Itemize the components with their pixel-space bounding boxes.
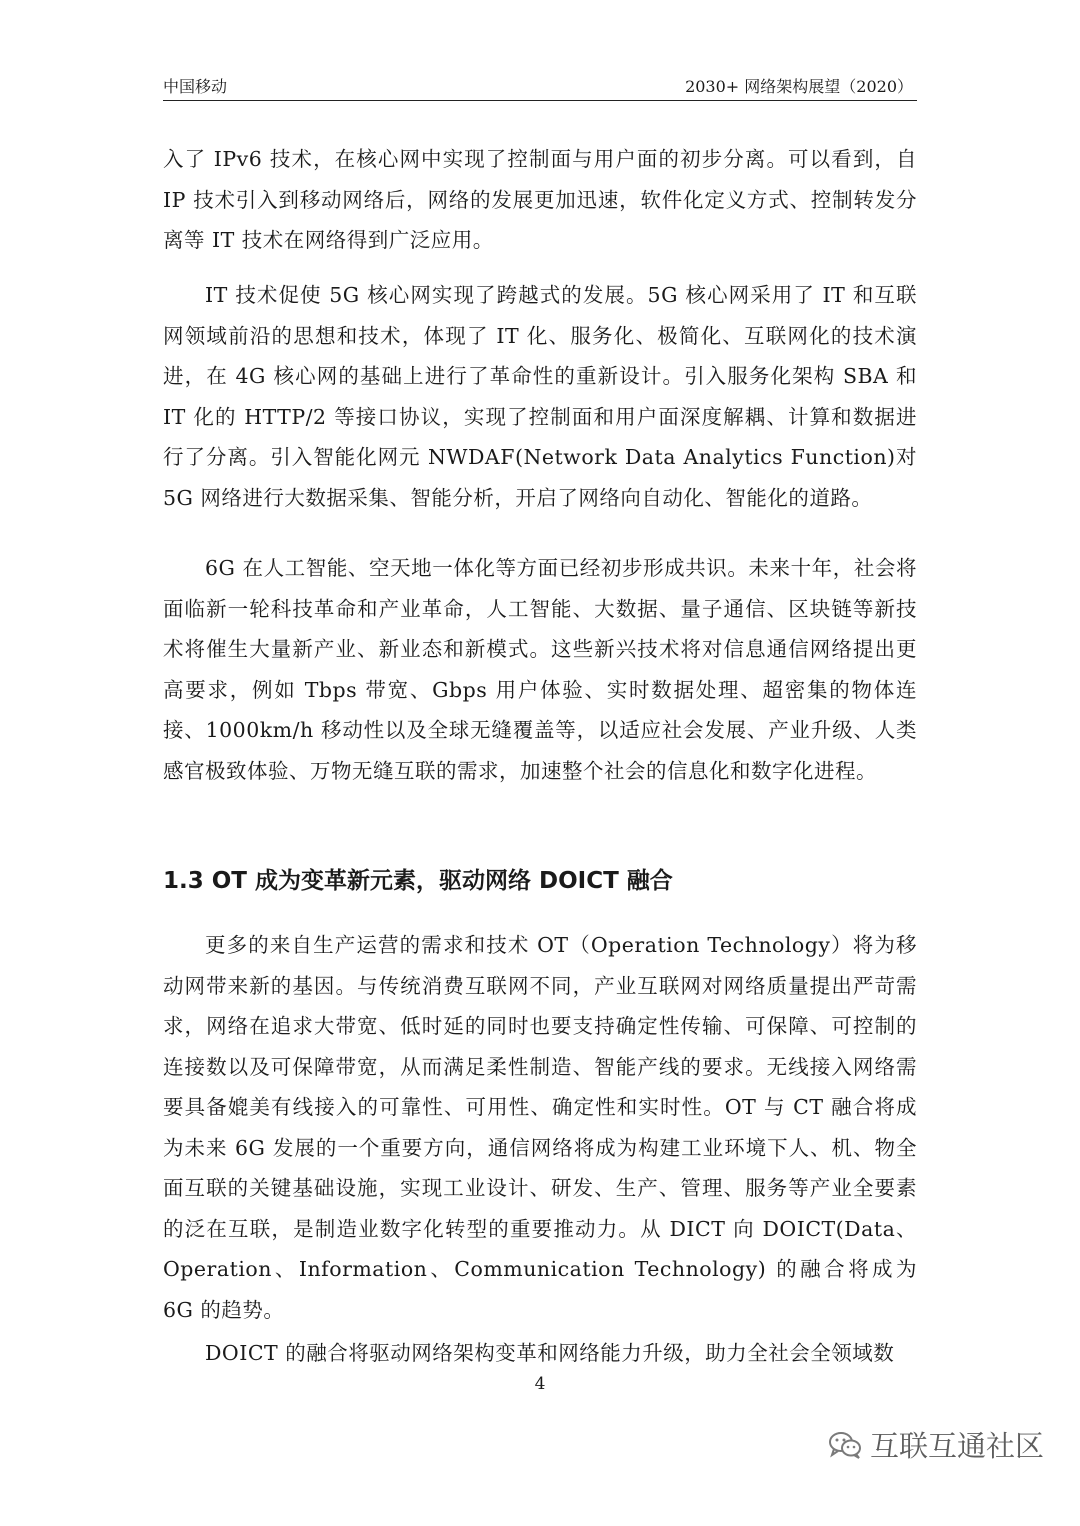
wechat-icon	[828, 1430, 862, 1460]
header-organization: 中国移动	[163, 77, 228, 96]
header-document-title: 2030+ 网络架构展望（2020）	[685, 77, 913, 96]
body-paragraph-3	[163, 548, 917, 791]
paragraph-text: 更多的来自生产运营的需求和技术 OT（Operation Technology）将为移动网带来新的基因。与传统消费互联网不同，产业互联网对网络质量提出严苛需求，网络在追求大带宽、低时延的同时也要支持确定性传输、可保障、可控制的连接数以及可保障带宽，从而满足柔性制造、智能产线的要求。无线接入网络需要具备媲美有线接入的可靠性、可用性、确定性和实时性。OT 与 CT 融合将成为未来 6G 发展的一个重要方向，通信网络将成为构建工业环境下人、机、物全面互联的关键基础设施，实现工业设计、研发、生产、管理、服务等产业全要素的泛在互联，是制造业数字化转型的重要推动力。从 DICT 向 DOICT(Data、Operation、Information、Communication Technology) 的融合将成为 6G 的趋势。	[163, 933, 917, 1322]
paragraph-text: 入了 IPv6 技术，在核心网中实现了控制面与用户面的初步分离。可以看到，自 IP 技术引入到移动网络后，网络的发展更加迅速，软件化定义方式、控制转发分离等 IT 技术在网络得到广泛应用。	[163, 147, 917, 252]
section-heading: 1.3 OT 成为变革新元素，驱动网络 DOICT 融合	[163, 868, 673, 895]
page-header	[163, 76, 917, 101]
body-paragraph-1	[163, 139, 917, 261]
watermark	[828, 1424, 1044, 1465]
page-number: 4	[534, 1374, 546, 1394]
body-paragraph-4	[163, 925, 917, 1330]
body-paragraph-5	[163, 1333, 917, 1374]
body-paragraph-2	[163, 275, 917, 518]
paragraph-text: DOICT 的融合将驱动网络架构变革和网络能力升级，助力全社会全领域数	[205, 1341, 895, 1365]
paragraph-text: IT 技术促使 5G 核心网实现了跨越式的发展。5G 核心网采用了 IT 和互联网领域前沿的思想和技术，体现了 IT 化、服务化、极简化、互联网化的技术演进，在 4G 核心网的基础上进行了革命性的重新设计。引入服务化架构 SBA 和 IT 化的 HTTP/2 等接口协议，实现了控制面和用户面深度解耦、计算和数据进行了分离。引入智能化网元 NWDAF(Network Data Analytics Function)对 5G 网络进行大数据采集、智能分析，开启了网络向自动化、智能化的道路。	[163, 283, 917, 510]
paragraph-text: 6G 在人工智能、空天地一体化等方面已经初步形成共识。未来十年，社会将面临新一轮科技革命和产业革命，人工智能、大数据、量子通信、区块链等新技术将催生大量新产业、新业态和新模式。这些新兴技术将对信息通信网络提出更高要求，例如 Tbps 带宽、Gbps 用户体验、实时数据处理、超密集的物体连接、1000km/h 移动性以及全球无缝覆盖等，以适应社会发展、产业升级、人类感官极致体验、万物无缝互联的需求，加速整个社会的信息化和数字化进程。	[163, 556, 917, 783]
watermark-text: 互联互通社区	[869, 1429, 1044, 1463]
